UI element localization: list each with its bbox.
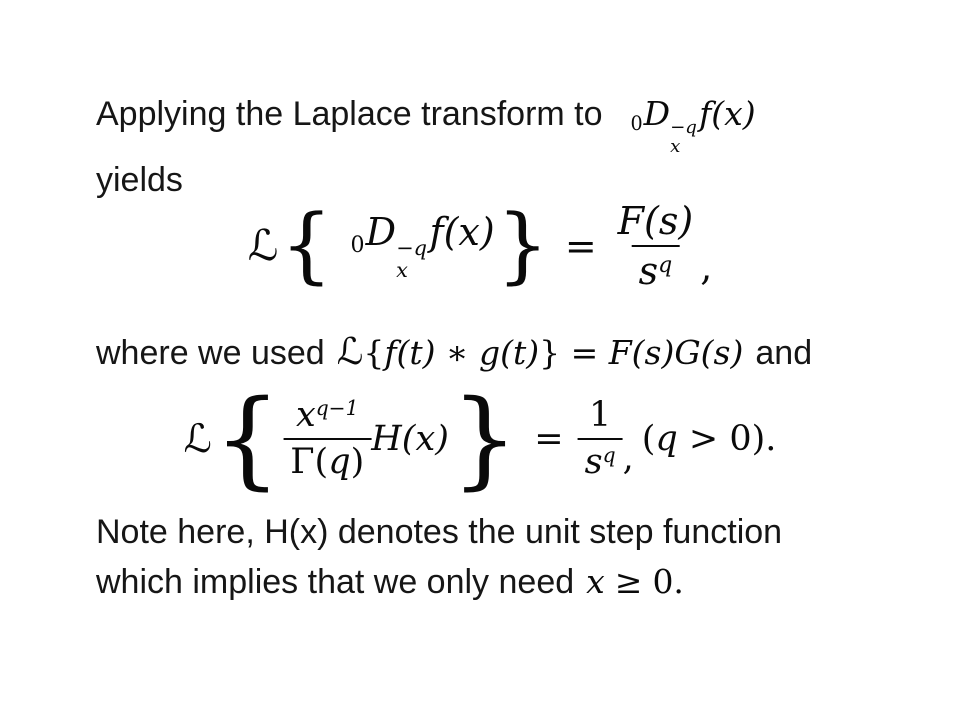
equation-operand xyxy=(351,210,495,281)
note-line-2 xyxy=(96,557,782,607)
denominator-base: s xyxy=(584,441,603,482)
fraction-numerator xyxy=(289,396,366,437)
fraction-denominator xyxy=(283,438,371,482)
note-line-1: Note here, H(x) denotes the unit step function xyxy=(96,513,783,551)
numerator-base: x xyxy=(295,395,316,436)
close-brace-equals: } = xyxy=(539,333,609,372)
left-brace: { xyxy=(280,198,333,293)
inline-math-domain-condition xyxy=(586,562,684,601)
math-subscript: x xyxy=(670,136,681,158)
math-sup-sub-stack xyxy=(670,118,697,156)
math-operator-D: D xyxy=(365,210,397,255)
right-brace: } xyxy=(450,377,519,500)
paragraph-convolution xyxy=(96,328,812,377)
fraction-power-over-gamma xyxy=(283,396,371,481)
equation-laplace-fractional-integral xyxy=(248,198,713,294)
convolution-lead-text: where we used xyxy=(96,334,325,372)
condition-tail: 0). xyxy=(729,419,777,459)
right-brace: } xyxy=(496,198,549,293)
math-presubscript-zero: 0 xyxy=(350,232,365,258)
denominator-exponent: q xyxy=(602,442,616,467)
math-superscript: −q xyxy=(670,117,697,139)
intro-text: Applying the Laplace transform to xyxy=(96,95,603,133)
condition-group xyxy=(642,419,777,459)
convolution-tail-text: and xyxy=(755,334,813,372)
laplace-operator-symbol: ℒ xyxy=(183,416,212,462)
intro-line-2: yields xyxy=(96,161,183,200)
math-function-fx: f(x) xyxy=(429,210,495,255)
fraction-Fs-over-sq xyxy=(611,200,701,292)
equals-sign: = xyxy=(534,419,564,459)
inline-math-convolution xyxy=(336,330,744,373)
denominator-base: s xyxy=(638,248,659,293)
math-presubscript-zero: 0 xyxy=(630,112,643,136)
gamma-argument: q xyxy=(328,441,351,482)
fraction-denominator xyxy=(578,438,623,482)
math-function-fx: f(x) xyxy=(699,94,756,133)
condition-open: ( xyxy=(641,419,656,459)
intro-line-1 xyxy=(96,90,756,156)
step-function-Hx: H(x) xyxy=(371,419,449,459)
trailing-comma: , xyxy=(622,438,634,479)
product-term: F(s)G(s) xyxy=(608,333,744,372)
convolution-term: f(t) ∗ g(t) xyxy=(384,333,540,372)
math-sup-sub-stack xyxy=(396,235,428,282)
fraction-denominator xyxy=(632,245,680,293)
inline-math-fractional-operator xyxy=(630,94,756,158)
left-brace: { xyxy=(213,377,282,500)
equals-sign: = xyxy=(564,224,597,268)
laplace-operator-symbol: ℒ xyxy=(247,221,279,271)
laplace-operator-symbol: ℒ xyxy=(336,330,364,373)
gamma-open: Γ( xyxy=(290,441,329,482)
note-line-2-text: which implies that we only need xyxy=(96,563,575,601)
domain-variable: x xyxy=(586,562,605,601)
fraction-numerator: 1 xyxy=(588,395,612,436)
math-superscript: −q xyxy=(396,235,428,260)
paragraph-intro xyxy=(96,90,756,204)
paragraph-note xyxy=(96,508,782,607)
fraction-one-over-sq xyxy=(578,396,623,481)
math-operator-D: D xyxy=(643,94,671,133)
gamma-close: ) xyxy=(350,441,365,482)
equation-laplace-power-function xyxy=(183,377,777,500)
math-subscript: x xyxy=(396,257,408,282)
numerator-exponent: q−1 xyxy=(315,396,359,421)
open-brace: { xyxy=(363,333,385,372)
domain-bound: 0. xyxy=(652,562,684,601)
denominator-exponent: q xyxy=(658,252,673,278)
condition-variable: q xyxy=(655,419,678,459)
trailing-comma: , xyxy=(700,244,713,289)
fraction-numerator: F(s) xyxy=(617,198,694,243)
condition-relation: > xyxy=(677,419,730,459)
greater-equal-sign: ≥ xyxy=(614,562,643,601)
